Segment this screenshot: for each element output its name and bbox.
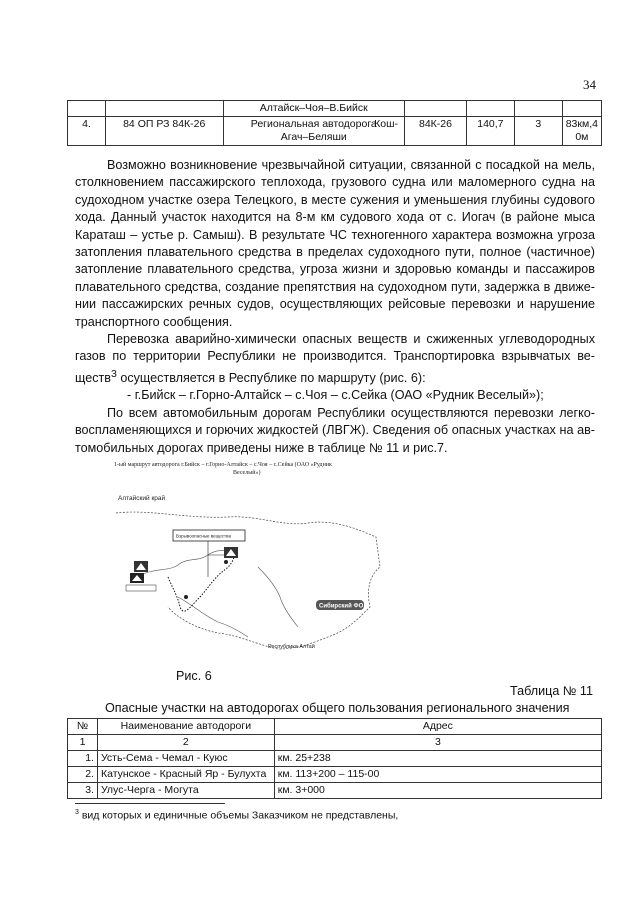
map-label-republic: Республика Алтай bbox=[268, 644, 315, 650]
hazard-marker-icon bbox=[134, 561, 148, 572]
paragraph-transport: Перевозка аварийно-химически опасных веществ и сжиженных углеводородных газов по территории Республики не производится. Транспортировка взрывчатых ве-ществ$^3$ осуществляется в Республике по маршруту (рис. 6): bbox=[75, 332, 595, 386]
header-road: Наименование автодороги bbox=[97, 719, 274, 735]
hazard-marker-icon bbox=[224, 547, 238, 558]
river bbox=[178, 597, 248, 637]
legend-label: Взрывоопасные вещества bbox=[176, 533, 231, 539]
road-code: 84 ОП РЗ 84К-26 bbox=[105, 117, 223, 146]
map-label-altai-krai: Алтайский край bbox=[118, 495, 166, 502]
table-header-row bbox=[68, 719, 602, 735]
table-label: Таблица № 11 bbox=[510, 684, 593, 698]
road-category: 3 bbox=[514, 117, 562, 146]
river bbox=[138, 549, 236, 577]
road-name: Региональная автодорога Кош- Агач–Беляши bbox=[223, 117, 405, 146]
table-title: Опасные участки на автодорогах общего пользования регионального значения bbox=[105, 701, 570, 715]
road-length: 140,7 bbox=[466, 117, 514, 146]
map-label-sfo: Сибирский ФО bbox=[319, 603, 364, 610]
region-boundary bbox=[116, 512, 380, 649]
header-address: Адрес bbox=[274, 719, 601, 735]
road-table-continuation bbox=[67, 100, 602, 146]
table-row bbox=[68, 101, 602, 117]
footnote: $^3$ вид которых и единичные объемы Заказчиком не представлены, bbox=[75, 809, 399, 822]
road-name-tail: Алтайск–Чоя–В.Бийск bbox=[223, 101, 405, 117]
footnote-divider bbox=[75, 803, 225, 804]
hazard-marker-icon bbox=[130, 573, 144, 583]
river bbox=[258, 567, 298, 627]
map-title-line2: Веселый») bbox=[233, 470, 261, 476]
table-row: 1. Усть-Сема - Чемал - Куюс км. 25+238 bbox=[68, 751, 602, 767]
road-index: 84К-26 bbox=[405, 117, 467, 146]
header-num: № bbox=[68, 719, 98, 735]
hazard-table bbox=[67, 718, 602, 799]
table-row: 3. Улус-Черга - Могута км. 3+000 bbox=[68, 783, 602, 799]
figure-caption: Рис. 6 bbox=[176, 669, 212, 683]
body-text bbox=[75, 157, 595, 457]
map-title: 1-ый маршрут автодорога г.Бийск – г.Горно-Алтайск – с.Чоя – с.Сейка (ОАО «Рудник bbox=[114, 462, 332, 468]
table-row bbox=[68, 117, 602, 146]
route-map bbox=[108, 457, 408, 667]
road-km: 83км,4 0м bbox=[562, 117, 601, 146]
paragraph-flammables: По всем автомобильным дорогам Республики осуществляются перевозки легко-воспламеняющихся и горючих жидкостей (ЛВГЖ). Сведения об опасных участках на ав-томобильных дорогах приведены ниже в таблице № 11 и рис.7. bbox=[75, 405, 595, 455]
table-row: 2. Катунское - Красный Яр - Булухта км. 113+200 – 115-00 bbox=[68, 767, 602, 783]
paragraph-accident: Возможно возникновение чрезвычайной ситуации, связанной с посадкой на мель, столкновением пассажирского теплохода, грузового судна или маломерного судна на судоходном участке озера Телецкого, в месте сужения и уменьшения глубины судового хода. Данный участок находится на 8-м км судового хода от с. Иогач (в районе мыса Караташ – устье р. Самыш). В результате ЧС техногенного характера возможна угроза затопления плавательного средства в пределах судоходного пути, полное (частичное) затопление плавательного средства, угроза жизни и здоровью команды и пассажиров плавательного средства, создание препятствия на судоходном пути, задержка в движе-нии пассажирских речных судов, осуществляющих рейсовые перевозки и нарушение транспортного сообщения. bbox=[75, 158, 595, 329]
table-colnum-row: 1 2 3 bbox=[68, 735, 602, 751]
paragraph-route: - г.Бийск – г.Горно-Алтайск – с.Чоя – с.Сейка (ОАО «Рудник Веселый»); bbox=[127, 388, 544, 403]
page-number: 34 bbox=[583, 77, 596, 92]
row-number: 4. bbox=[68, 117, 106, 146]
